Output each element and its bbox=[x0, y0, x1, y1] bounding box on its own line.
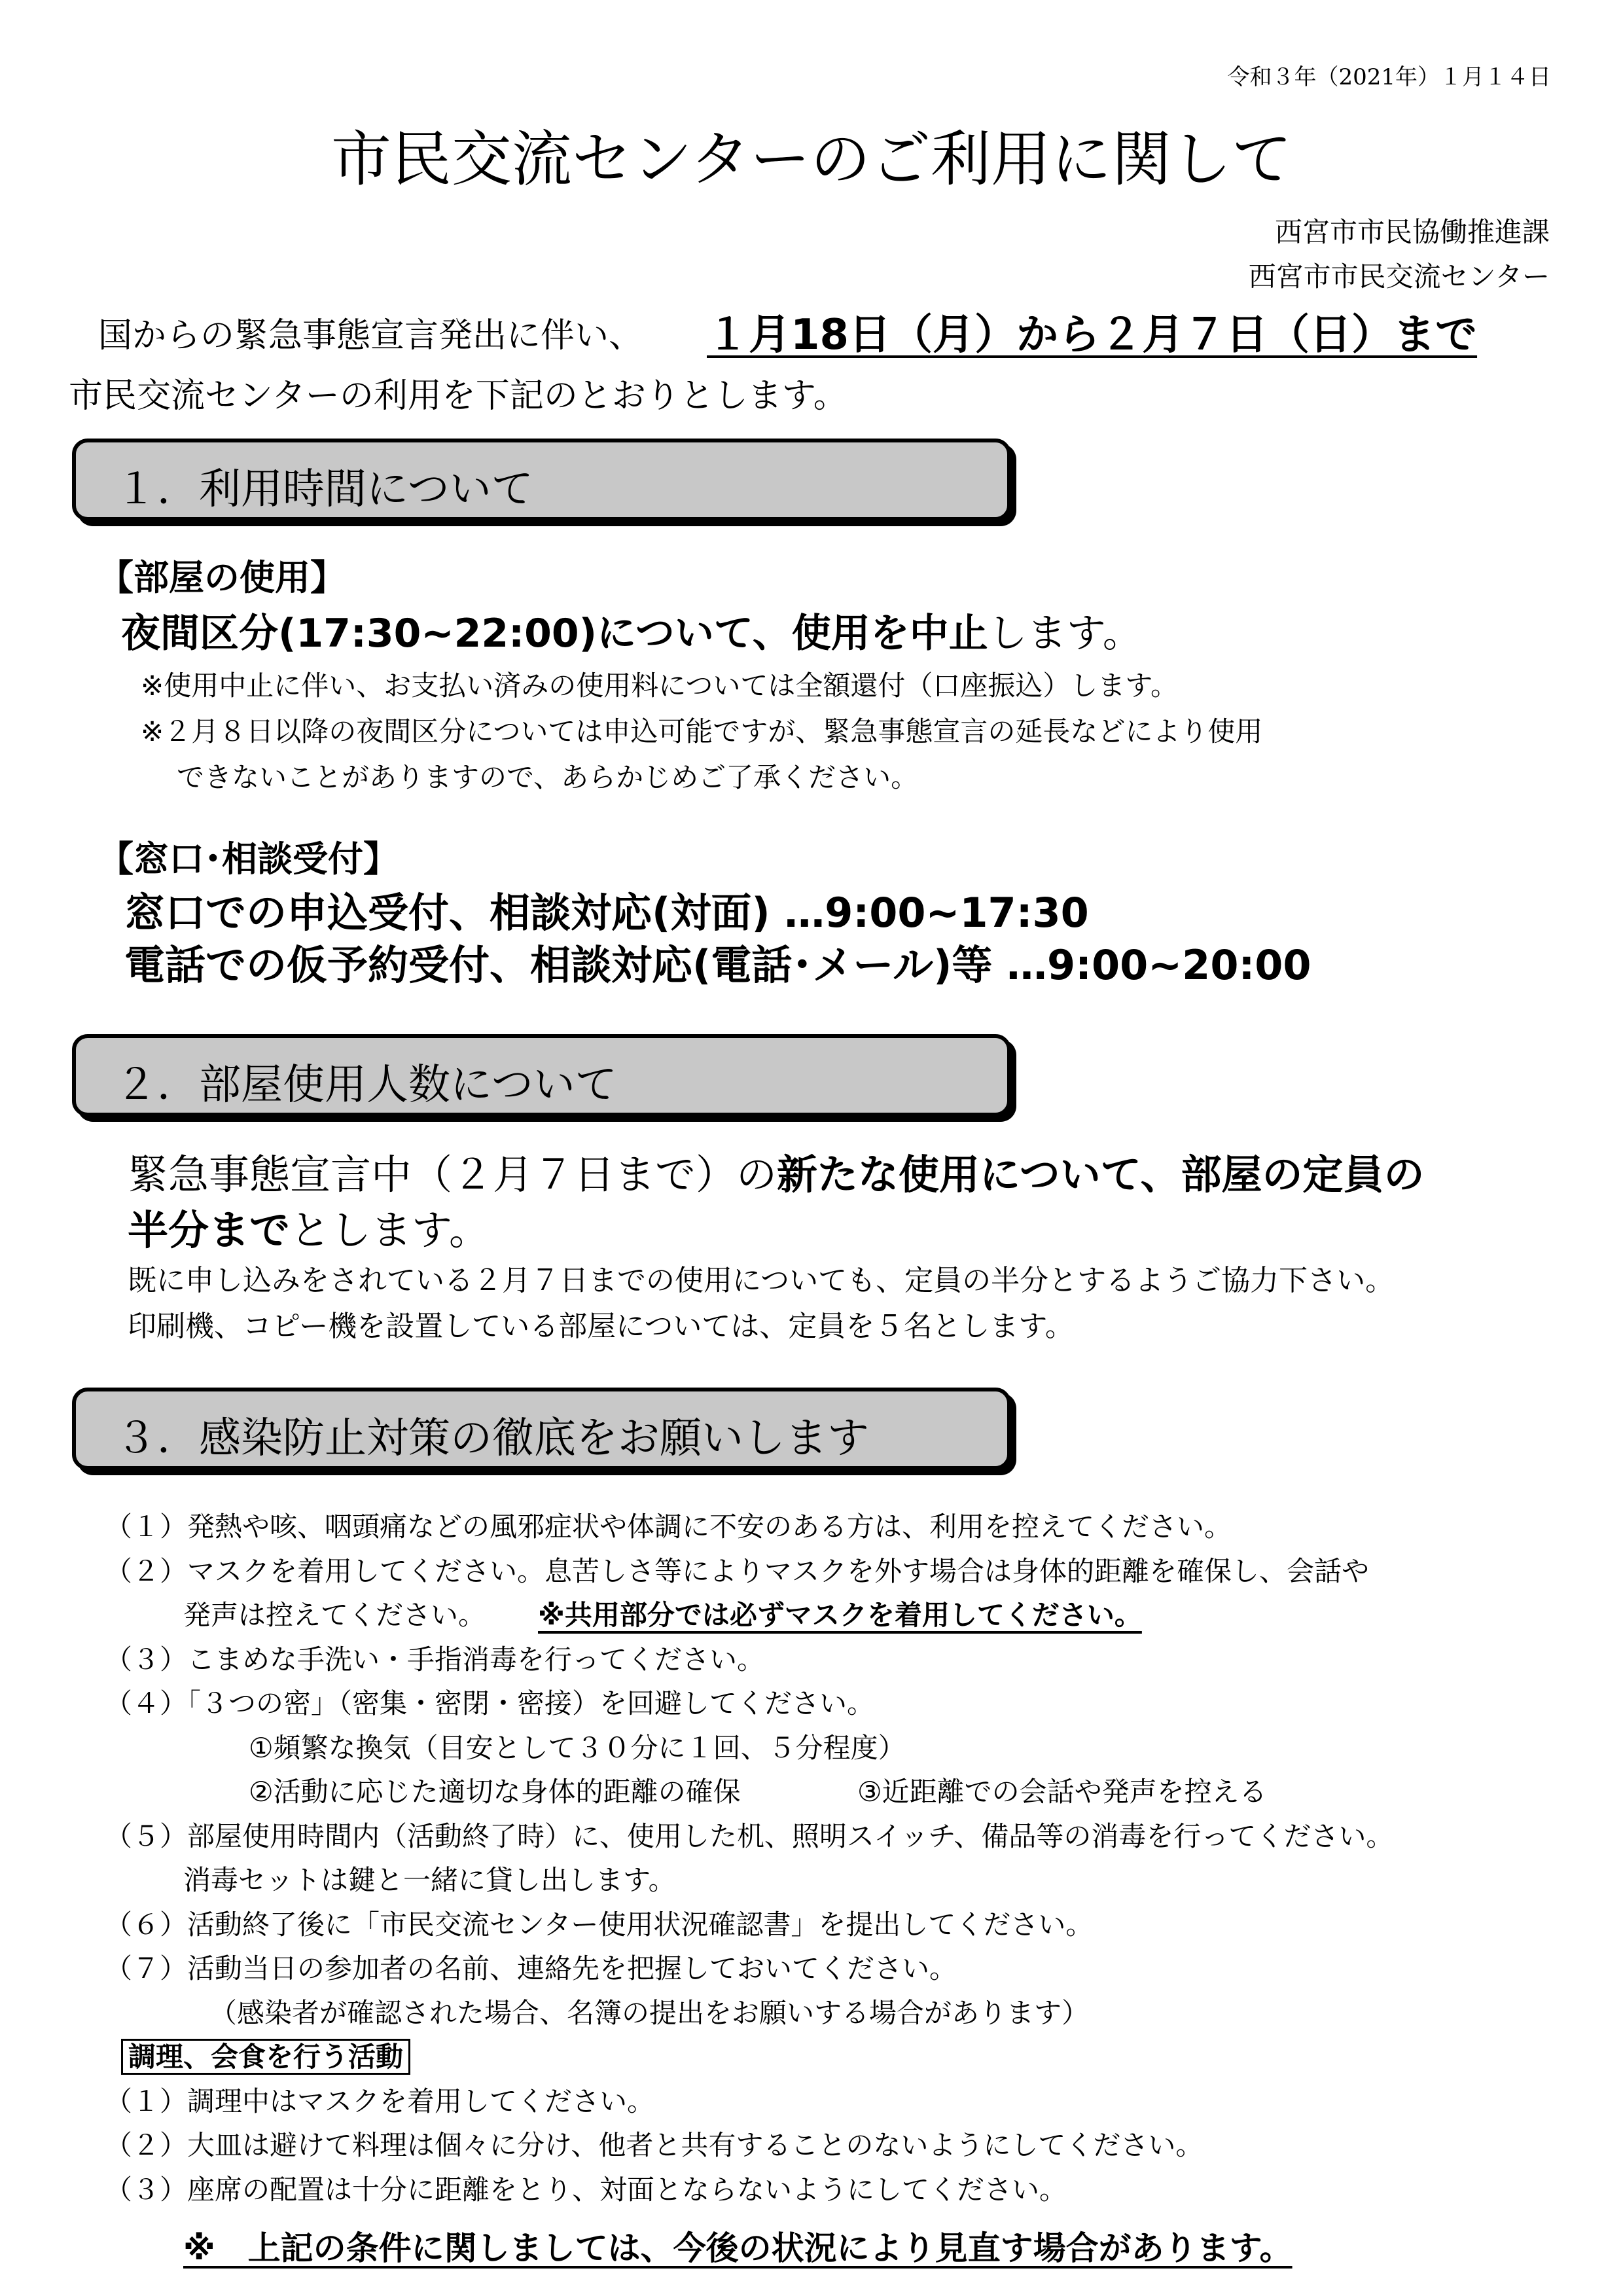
measure-4: （４）「３つの密」（密集・密閉・密接）を回避してください。 bbox=[105, 1687, 875, 1719]
measure-2-mask-note: ※共用部分では必ずマスクを着用してください。 bbox=[538, 1599, 1142, 1631]
footer-note: ※ 上記の条件に関しましては、今後の状況により見直す場合があります。 bbox=[183, 2229, 1293, 2267]
capacity-line-3: 既に申し込みをされている２月７日までの使用についても、定員の半分とするようご協力下さい。 bbox=[128, 1264, 1395, 1297]
measure-7-cont: （感染者が確認された場合、名簿の提出をお願いする場合があります） bbox=[209, 1997, 1090, 2029]
measure-1: （１）発熱や咳、咽頭痛などの風邪症状や体調に不安のある方は、利用を控えてください。 bbox=[105, 1511, 1232, 1543]
cooking-3: （３）座席の配置は十分に距離をとり、対面とならないようにしてください。 bbox=[105, 2174, 1067, 2206]
measure-4-sub-2: ②活動に応じた適切な身体的距離の確保 bbox=[249, 1776, 741, 1808]
capacity-line-2-bold: 半分まで bbox=[128, 1206, 291, 1254]
section-3-heading-box bbox=[72, 1388, 1011, 1470]
section-3-heading: ３．感染防止対策の徹底をお願いします bbox=[115, 1414, 869, 1463]
measure-3: （３）こまめな手洗い・手指消毒を行ってください。 bbox=[105, 1643, 765, 1676]
cooking-label-text: 調理、会食を行う活動 bbox=[121, 2039, 410, 2075]
counter-label: 【窓口･相談受付】 bbox=[98, 838, 399, 880]
measure-5-cont: 消毒セットは鍵と一緒に貸し出します。 bbox=[183, 1864, 676, 1896]
section-2-heading-box bbox=[72, 1034, 1011, 1117]
measure-5: （５）部屋使用時間内（活動終了時）に、使用した机、照明スイッチ、備品等の消毒を行ってください。 bbox=[105, 1820, 1394, 1852]
measure-7: （７）活動当日の参加者の名前、連絡先を把握しておいてください。 bbox=[105, 1952, 957, 1984]
capacity-line-2 bbox=[128, 1198, 490, 1256]
capacity-line-1-bold: 新たな使用について、部屋の定員の bbox=[777, 1151, 1425, 1198]
section-2-heading: ２．部屋使用人数について bbox=[115, 1061, 617, 1109]
center-name: 西宮市市民交流センター bbox=[1248, 260, 1550, 293]
intro-period: １月18日（月）から２月７日（日）まで bbox=[707, 311, 1478, 359]
measure-2-cont bbox=[183, 1594, 1142, 1633]
counter-hours-2: 電話での仮予約受付、相談対応(電話･メール)等 …9:00~20:00 bbox=[124, 941, 1311, 989]
capacity-line-2-normal: とします。 bbox=[290, 1206, 490, 1254]
room-use-main-rest: します。 bbox=[988, 611, 1142, 656]
intro-text: 国からの緊急事態宣言発出に伴い、 bbox=[98, 316, 643, 355]
room-use-note-2: ※２月８日以降の夜間区分については申込可能ですが、緊急事態宣言の延長などにより使用 bbox=[141, 715, 1263, 747]
issue-date: 令和３年（2021年）１月１４日 bbox=[1227, 64, 1551, 90]
room-use-main bbox=[121, 602, 1142, 658]
measure-2-cont-normal: 発声は控えてください。 bbox=[183, 1599, 486, 1631]
measure-4-sub-3: ③近距離での会話や発声を控える bbox=[857, 1776, 1267, 1808]
measure-4-sub-1: ①頻繁な換気（目安として３０分に１回、５分程度） bbox=[249, 1732, 906, 1764]
measure-6: （６）活動終了後に「市民交流センター使用状況確認書」を提出してください。 bbox=[105, 1909, 1094, 1941]
room-use-note-2-cont: できないことがありますので、あらかじめご了承ください。 bbox=[177, 761, 919, 793]
capacity-line-1-normal: 緊急事態宣言中（２月７日まで）の bbox=[128, 1151, 777, 1198]
capacity-line-1 bbox=[128, 1142, 1425, 1200]
cooking-label bbox=[121, 2036, 410, 2075]
section-1-heading: １．利用時間について bbox=[115, 465, 533, 514]
cooking-2: （２）大皿は避けて料理は個々に分け、他者と共有することのないようにしてください。 bbox=[105, 2129, 1204, 2161]
section-1-heading-box bbox=[72, 439, 1011, 521]
intro-text-2: 市民交流センターの利用を下記のとおりとします。 bbox=[69, 376, 847, 416]
room-use-label: 【部屋の使用】 bbox=[98, 557, 346, 598]
capacity-line-4: 印刷機、コピー機を設置している部屋については、定員を５名とします。 bbox=[128, 1310, 1074, 1343]
department-name: 西宮市市民協働推進課 bbox=[1274, 216, 1550, 248]
counter-hours-1: 窓口での申込受付、相談対応(対面) …9:00~17:30 bbox=[124, 889, 1089, 937]
room-use-main-bold: 夜間区分(17:30~22:00)について、使用を中止 bbox=[121, 611, 988, 656]
measure-2: （２）マスクを着用してください。息苦しさ等によりマスクを外す場合は身体的距離を確保し、会話や bbox=[105, 1555, 1370, 1587]
room-use-note-1: ※使用中止に伴い、お支払い済みの使用料については全額還付（口座振込）します。 bbox=[141, 670, 1178, 702]
page-title: 市民交流センターのご利用に関して bbox=[330, 124, 1293, 194]
cooking-1: （１）調理中はマスクを着用してください。 bbox=[105, 2085, 655, 2117]
